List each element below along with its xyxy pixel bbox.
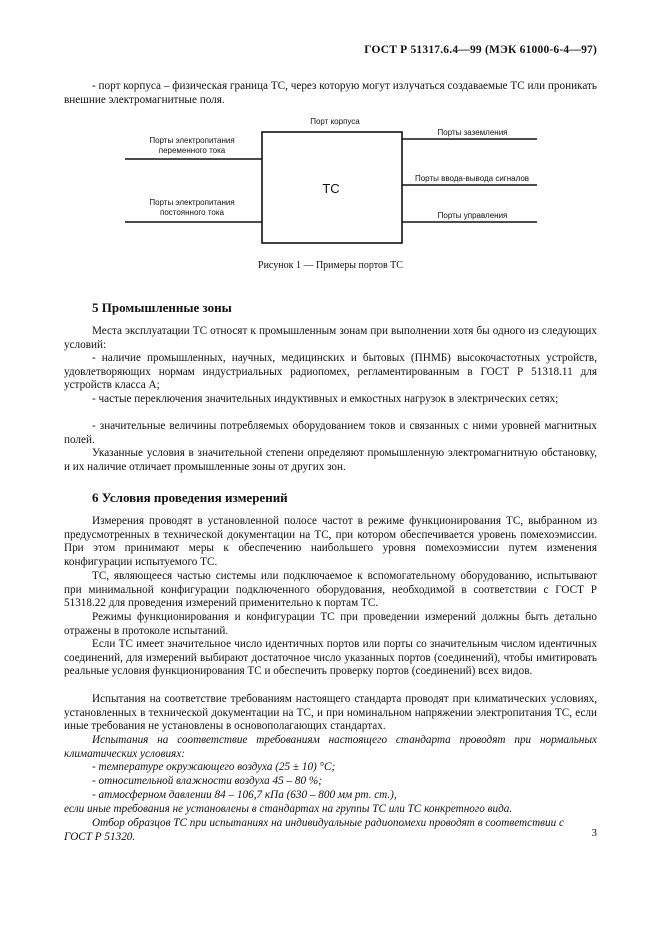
intro-paragraph: - порт корпуса – физическая граница ТС, через которую могут излучаться создаваемые ТС или проникать внешние электромагнитные поля.: [64, 80, 597, 106]
s6-paragraph-1: Измерения проводят в установленной полосе частот в режиме функционирования ТС, выбранном из предусмотренных в технической документации на ТС, при котором обеспечивается уровень помехоэмиссии. При этом принимают меры к обеспечению наибольшего уровня помехоэмиссии путем изменения конфигурации испытуемого ТС.: [64, 515, 597, 568]
label-ground-ports: Порты заземления: [437, 128, 508, 137]
s6-sampling: Отбор образцов ТС при испытаниях на индивидуальные радиопомехи проводят в соответствии с ГОСТ Р 51320.: [64, 817, 564, 843]
s5-bullet-2: - частые переключения значительных индуктивных и емкостных нагрузок в электрических сетях;: [92, 393, 559, 405]
s6-pressure: - атмосферном давлении 84 – 106,7 кПа (630 – 800 мм рт. ст.),: [92, 789, 397, 801]
running-header: ГОСТ Р 51317.6.4—99 (МЭК 61000-6-4—97): [364, 44, 597, 56]
s6-normal-conditions: Испытания на соответствие требованиям настоящего стандарта проводят при нормальных климатических условиях:: [64, 734, 597, 760]
label-dc-power-ports: Порты электропитания постоянного тока: [149, 198, 235, 217]
section-6-title: 6 Условия проведения измерений: [92, 490, 288, 505]
s6-paragraph-5: Испытания на соответствие требованиям настоящего стандарта проводят при климатических условиях, установленных в технической документации на ТС, и при номинальном напряжении электропитания ТС, если иные требования не установлены в основополагающих стандартах.: [64, 693, 597, 733]
page-number: 3: [591, 827, 597, 839]
s6-humidity: - относительной влажности воздуха 45 – 80 %;: [92, 775, 322, 787]
s6-paragraph-4: Если ТС имеет значительное число идентичных портов или порты со значительным числом идентичных соединений, для измерений выбирают достаточное число указанных портов (соединений), чтобы имитировать реальные условия функционирования ТС и обеспечить проверку портов (соединений) всех видов.: [64, 638, 597, 678]
s6-paragraph-2: ТС, являющееся частью системы или подключаемое к вспомогательному оборудованию, испытывают при минимальной конфигурации подключенного оборудования, необходимой в соответствии с ГОСТ Р 51318.22 для проведения измерений применительно к портам ТС.: [64, 570, 597, 610]
s5-bullet-3: - значительные величины потребляемых оборудованием токов и связанных с ними уровней магнитных полей.: [64, 420, 597, 446]
label-enclosure-port: Порт корпуса: [310, 117, 360, 126]
s6-temperature: - температуре окружающего воздуха (25 ± 10) °С;: [92, 761, 336, 773]
label-ac-power-ports: Порты электропитания переменного тока: [149, 136, 235, 155]
s6-exceptions: если иные требования не установлены в стандартах на группы ТС или ТС конкретного вида.: [64, 803, 513, 815]
label-control-ports: Порты управления: [437, 211, 508, 220]
label-signal-ports: Порты ввода-вывода сигналов: [414, 174, 530, 183]
s5-paragraph-1: Места эксплуатации ТС относят к промышленным зонам при выполнении хотя бы одного из следующих условий:: [64, 325, 597, 351]
s6-paragraph-3: Режимы функционирования и конфигурации ТС при проведении измерений должны быть детально отражены в протоколе испытаний.: [64, 611, 597, 637]
section-5-title: 5 Промышленные зоны: [92, 300, 232, 315]
s5-bullet-1: - наличие промышленных, научных, медицинских и бытовых (ПНМБ) высокочастотных устройств, удовлетворяющих нормам индустриальных радиопомех, регламентированным в ГОСТ Р 51318.11 для устройств класса А;: [64, 352, 597, 392]
figure-ports-diagram: [115, 112, 545, 252]
label-ts: ТС: [322, 181, 340, 196]
figure-caption: Рисунок 1 — Примеры портов ТС: [258, 260, 403, 271]
s5-paragraph-2: Указанные условия в значительной степени определяют промышленную электромагнитную обстановку, и их наличие отличает промышленные зоны от других зон.: [64, 447, 597, 473]
